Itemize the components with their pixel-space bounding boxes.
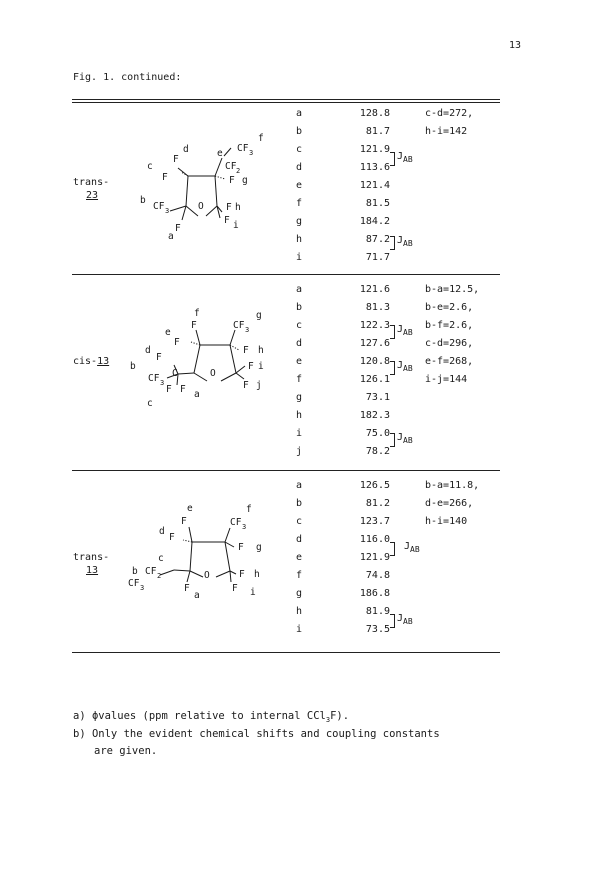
label-c: c — [147, 161, 153, 172]
shift-label: f — [296, 198, 303, 209]
jab-bracket-hi-1 — [390, 236, 395, 250]
compound-3-name: trans- — [73, 552, 110, 563]
shift-value: 81.5 — [365, 198, 390, 209]
shift-label: g — [296, 216, 303, 227]
shift-label: e — [296, 356, 303, 367]
atom-C: C — [172, 368, 178, 379]
shift-value: 120.8 — [359, 356, 390, 367]
label-i: i — [258, 361, 264, 372]
label-c: c — [147, 398, 153, 409]
jab-bracket-cd-1 — [390, 152, 395, 166]
atom-CF3-f: CF — [237, 143, 249, 154]
shift-value: 81.3 — [365, 302, 390, 313]
shift-label: i — [296, 624, 303, 635]
coupling-constant: e-f=268, — [425, 356, 474, 367]
compound-2-prefix: cis- — [73, 356, 98, 367]
sub-3-b: 3 — [140, 584, 145, 592]
coupling-constant: h-i=142 — [425, 126, 468, 137]
shift-value: 75.0 — [365, 428, 390, 439]
label-j: j — [256, 380, 262, 391]
shift-value: 121.4 — [359, 180, 390, 191]
sub-3-f: 3 — [242, 523, 247, 531]
coupling-constant: b-a=12.5, — [425, 284, 480, 295]
shift-label: a — [296, 480, 303, 491]
jab-bracket-hi-3 — [390, 614, 395, 628]
shift-label: b — [296, 126, 303, 137]
sub-2: 2 — [157, 572, 162, 580]
label-e: e — [217, 148, 223, 159]
rule-top — [72, 99, 500, 100]
label-b: b — [140, 195, 146, 206]
shift-label: i — [296, 428, 303, 439]
atom-F-f: F — [191, 320, 197, 331]
atom-F-h: F — [226, 202, 232, 213]
label-b: b — [132, 566, 138, 577]
shift-value: 87.2 — [365, 234, 390, 245]
structure-trans-13 — [70, 500, 285, 650]
shift-label: j — [296, 446, 303, 457]
atom-O: O — [198, 201, 204, 212]
shift-label: c — [296, 516, 303, 527]
atom-F-d: F — [173, 154, 179, 165]
shift-value: 127.6 — [359, 338, 390, 349]
shift-label: h — [296, 606, 303, 617]
label-a: a — [194, 590, 200, 601]
shift-value: 121.6 — [359, 284, 390, 295]
shift-label: c — [296, 144, 303, 155]
sub-3-b: 3 — [165, 207, 170, 215]
label-e: e — [165, 327, 171, 338]
jab-label-cd-2: $J_{AB}$ — [397, 324, 413, 337]
atom-O: O — [204, 570, 210, 581]
label-d: d — [183, 144, 189, 155]
atom-F-c: F — [166, 384, 172, 395]
jab-bracket-ij-2 — [390, 433, 395, 447]
shift-value: 184.2 — [359, 216, 390, 227]
coupling-constant: c-d=296, — [425, 338, 474, 349]
coupling-constant: i-j=144 — [425, 374, 468, 385]
shift-value: 113.6 — [359, 162, 390, 173]
shift-value: 74.8 — [365, 570, 390, 581]
label-c: c — [158, 553, 164, 564]
shift-value: 128.8 — [359, 108, 390, 119]
shift-label: c — [296, 320, 303, 331]
coupling-constant: h-i=140 — [425, 516, 468, 527]
shift-label: h — [296, 410, 303, 421]
atom-CF3-g: CF — [233, 320, 245, 331]
jab-bracket-de-3 — [390, 542, 395, 556]
coupling-constant: b-f=2.6, — [425, 320, 474, 331]
shift-value: 123.7 — [359, 516, 390, 527]
shift-value: 182.3 — [359, 410, 390, 421]
sub-2: 2 — [236, 167, 241, 175]
label-f: f — [246, 504, 252, 515]
shift-label: f — [296, 570, 303, 581]
label-d: d — [159, 526, 165, 537]
rule-bottom — [72, 652, 500, 653]
jab-label-cd-1: $J_{AB}$ — [397, 151, 413, 164]
shift-value: 122.3 — [359, 320, 390, 331]
shift-label: h — [296, 234, 303, 245]
label-i: i — [233, 220, 239, 231]
sub-3-g: 3 — [245, 326, 250, 334]
jab-label-ef-2: $J_{AB}$ — [397, 360, 413, 373]
shift-label: i — [296, 252, 303, 263]
atom-F-h: F — [239, 569, 245, 580]
label-f: f — [194, 308, 200, 319]
atom-F-h: F — [243, 345, 249, 356]
shift-value: 116.0 — [359, 534, 390, 545]
coupling-constant: b-e=2.6, — [425, 302, 474, 313]
shift-label: f — [296, 374, 303, 385]
atom-F-a: F — [180, 384, 186, 395]
atom-O: O — [210, 368, 216, 379]
figure-title: Fig. 1. continued: — [73, 72, 182, 83]
atom-CF3-b: CF — [153, 201, 165, 212]
atom-F-c: F — [162, 172, 168, 183]
label-e: e — [187, 503, 193, 514]
compound-2-number: 13 — [97, 356, 110, 367]
atom-CF2: CF — [145, 566, 157, 577]
shift-label: d — [296, 534, 303, 545]
atom-CF3-b: CF — [128, 578, 140, 589]
sub-3-b: 3 — [160, 379, 165, 387]
jab-label-hi-1: $J_{AB}$ — [397, 235, 413, 248]
footnote-b-line1: b) Only the evident chemical shifts and coupling constants — [73, 728, 440, 740]
shift-value: 126.1 — [359, 374, 390, 385]
label-g: g — [242, 175, 248, 186]
rule-top-2 — [72, 102, 500, 103]
footnote-a: a) ϕvalues (ppm relative to internal CCl$_3$F). — [73, 710, 350, 725]
shift-value: 81.9 — [365, 606, 390, 617]
shift-label: a — [296, 284, 303, 295]
coupling-constant: c-d=272, — [425, 108, 474, 119]
shift-value: 71.7 — [365, 252, 390, 263]
shift-label: d — [296, 162, 303, 173]
atom-F-g: F — [229, 175, 235, 186]
jab-bracket-cd-2 — [390, 325, 395, 339]
compound-1-number: 23 — [86, 190, 99, 201]
shift-label: e — [296, 552, 303, 563]
jab-label-ij-2: $J_{AB}$ — [397, 432, 413, 445]
atom-F-i: F — [248, 361, 254, 372]
label-b: b — [130, 361, 136, 372]
shift-value: 121.9 — [359, 552, 390, 563]
label-g: g — [256, 310, 262, 321]
atom-F-d: F — [156, 352, 162, 363]
label-d: d — [145, 345, 151, 356]
atom-F-e: F — [174, 337, 180, 348]
label-g: g — [256, 542, 262, 553]
atom-F-a: F — [175, 223, 181, 234]
compound-1-name: trans- — [73, 177, 110, 188]
atom-F-d: F — [169, 532, 175, 543]
atom-CF3-b: CF — [148, 373, 160, 384]
atom-F-a: F — [184, 583, 190, 594]
shift-value: 126.5 — [359, 480, 390, 491]
shift-label: g — [296, 588, 303, 599]
structure-cis-13 — [70, 308, 285, 458]
label-a: a — [194, 389, 200, 400]
shift-value: 78.2 — [365, 446, 390, 457]
jab-label-de-3: $J_{AB}$ — [404, 541, 420, 554]
atom-F-i: F — [224, 215, 230, 226]
atom-F-j: F — [243, 380, 249, 391]
label-h: h — [235, 202, 241, 213]
shift-value: 121.9 — [359, 144, 390, 155]
jab-bracket-ef-2 — [390, 361, 395, 375]
compound-3-number: 13 — [86, 565, 99, 576]
atom-CF2: CF — [225, 161, 237, 172]
atom-F-i: F — [232, 583, 238, 594]
structure-trans-23 — [70, 128, 285, 278]
label-a: a — [168, 231, 174, 242]
atom-CF3-f: CF — [230, 517, 242, 528]
atom-F-g: F — [238, 542, 244, 553]
rule-sep-2 — [72, 470, 500, 471]
shift-label: a — [296, 108, 303, 119]
shift-value: 73.5 — [365, 624, 390, 635]
shift-label: d — [296, 338, 303, 349]
footnote-b-line2: are given. — [94, 745, 158, 757]
shift-value: 186.8 — [359, 588, 390, 599]
shift-label: b — [296, 498, 303, 509]
shift-value: 73.1 — [365, 392, 390, 403]
shift-label: g — [296, 392, 303, 403]
atom-F-e: F — [181, 516, 187, 527]
shift-label: b — [296, 302, 303, 313]
shift-label: e — [296, 180, 303, 191]
jab-label-hi-3: $J_{AB}$ — [397, 613, 413, 626]
label-i: i — [250, 587, 256, 598]
sub-3-f: 3 — [249, 149, 254, 157]
coupling-constant: b-a=11.8, — [425, 480, 480, 491]
shift-value: 81.2 — [365, 498, 390, 509]
coupling-constant: d-e=266, — [425, 498, 474, 509]
page-number: 13 — [509, 40, 522, 51]
label-h: h — [258, 345, 264, 356]
label-h: h — [254, 569, 260, 580]
label-f: f — [258, 133, 264, 144]
shift-value: 81.7 — [365, 126, 390, 137]
